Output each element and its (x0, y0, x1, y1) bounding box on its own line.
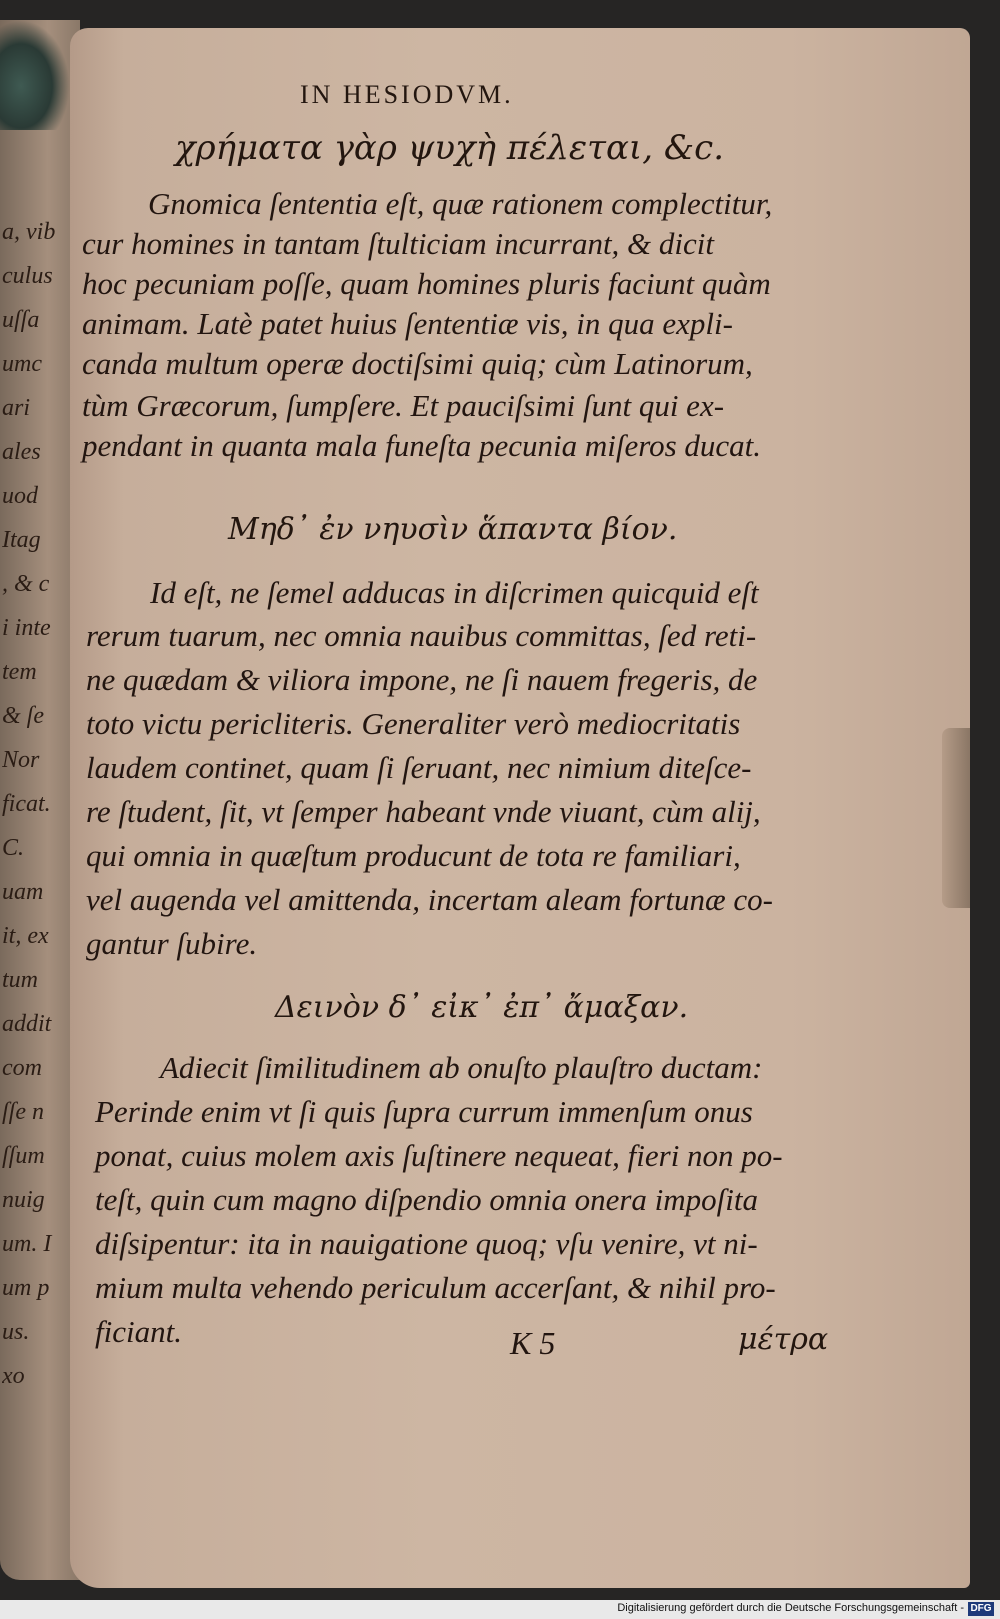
text-line: diſsipentur: ita in nauigatione quoq; vſu venire, vt ni- (95, 1226, 758, 1261)
left-page-fragment-line: um. I (2, 1232, 52, 1256)
footer-bar (0, 1600, 1000, 1619)
signature-mark: K 5 (510, 1325, 556, 1361)
text-line: pendant in quanta mala funeſta pecunia miſeros ducat. (82, 428, 762, 463)
dfg-logo: DFG (968, 1602, 994, 1616)
text-line: cur homines in tantam ſtulticiam incurrant, & dicit (82, 226, 715, 261)
text-line: vel augenda vel amittenda, incertam aleam fortunæ co- (86, 882, 774, 917)
text-line: Gnomica ſententia eſt, quæ rationem complectitur, (148, 186, 773, 221)
left-page-fragment-line: xo (2, 1364, 25, 1388)
text-line: ficiant. (95, 1314, 182, 1349)
left-page-fragment-line: nuig (2, 1188, 45, 1212)
left-page-fragment-line: ficat. (2, 792, 51, 816)
text-line: teſt, quin cum magno diſpendio omnia onera impoſita (95, 1182, 759, 1217)
left-page-fragment-line: culus (2, 264, 53, 288)
left-page-fragment (0, 20, 80, 1580)
left-page-fragment-line: ales (2, 440, 41, 464)
text-line: gantur ſubire. (86, 926, 258, 961)
left-page-fragment-line: addit (2, 1012, 52, 1036)
left-page-fragment-line: ſſum (2, 1144, 45, 1168)
text-line: rerum tuarum, nec omnia nauibus committas, ſed reti- (86, 618, 757, 653)
greek-lemma-3: Δεινὸν δ᾽ εἰκ᾽ ἐπ᾽ ἄμαξαν. (275, 990, 689, 1025)
left-page-fragment-line: Nor (2, 748, 40, 772)
left-page-fragment-line: uod (2, 484, 38, 508)
text-line: Id eſt, ne ſemel adducas in diſcrimen quicquid eſt (150, 575, 759, 610)
text-line: qui omnia in quæſtum producunt de tota re familiari, (86, 838, 741, 873)
page-edge (942, 728, 970, 908)
text-line: ne quædam & viliora impone, ne ſi nauem fregeris, de (86, 662, 758, 697)
text-line: ponat, cuius molem axis ſuſtinere nequeat, fieri non po- (95, 1138, 783, 1173)
catchword: μέτρα (738, 1322, 829, 1357)
left-page-fragment-line: ari (2, 396, 31, 420)
left-page-fragment-line: Itag (2, 528, 41, 552)
text-line: animam. Latè patet huius ſententiæ vis, in qua expli- (82, 306, 733, 341)
text-line: Perinde enim vt ſi quis ſupra currum immenſum onus (95, 1094, 753, 1129)
page-curl (0, 20, 70, 130)
greek-lemma-1: χρήματα γὰρ ψυχὴ πέλεται, &c. (175, 128, 724, 168)
footer-credit: Digitalisierung gefördert durch die Deutsche Forschungsgemeinschaft - (617, 1602, 964, 1614)
left-page-fragment-line: com (2, 1056, 42, 1080)
left-page-fragment-line: C. (2, 836, 25, 860)
left-page-fragment-line: uſſa (2, 308, 40, 332)
left-page-fragment-line: um p (2, 1276, 50, 1300)
left-page-fragment-line: it, ex (2, 924, 49, 948)
left-page-fragment-line: uam (2, 880, 44, 904)
left-page-fragment-line: umc (2, 352, 42, 376)
left-page-fragment-line: , & c (2, 572, 50, 596)
text-line: hoc pecuniam poſſe, quam homines pluris faciunt quàm (82, 266, 771, 301)
text-line: laudem continet, quam ſi ſeruant, nec nimium diteſce- (86, 750, 752, 785)
left-page-fragment-line: ſſe n (2, 1100, 44, 1124)
text-line: Adiecit ſimilitudinem ab onuſto plauſtro ductam: (160, 1050, 763, 1085)
text-line: canda multum operæ doctiſsimi quiq; cùm Latinorum, (82, 346, 753, 381)
left-page-fragment-line: i inte (2, 616, 51, 640)
text-line: tùm Græcorum, ſumpſere. Et pauciſsimi ſunt qui ex- (82, 388, 725, 423)
left-page-fragment-line: us. (2, 1320, 30, 1344)
left-page-fragment-line: tum (2, 968, 38, 992)
running-head: IN HESIODVM. (300, 80, 514, 109)
left-page-fragment-line: a, vib (2, 220, 56, 244)
left-page-fragment-line: tem (2, 660, 37, 684)
greek-lemma-2: Μηδ᾽ ἐν νηυσὶν ἅπαντα βίον. (228, 512, 678, 547)
text-line: mium multa vehendo periculum accerſant, & nihil pro- (95, 1270, 776, 1305)
left-page-fragment-line: & ſe (2, 704, 44, 728)
text-line: toto victu pericliteris. Generaliter verò mediocritatis (86, 706, 741, 741)
text-line: re ſtudent, ſit, vt ſemper habeant vnde viuant, cùm alij, (86, 794, 761, 829)
